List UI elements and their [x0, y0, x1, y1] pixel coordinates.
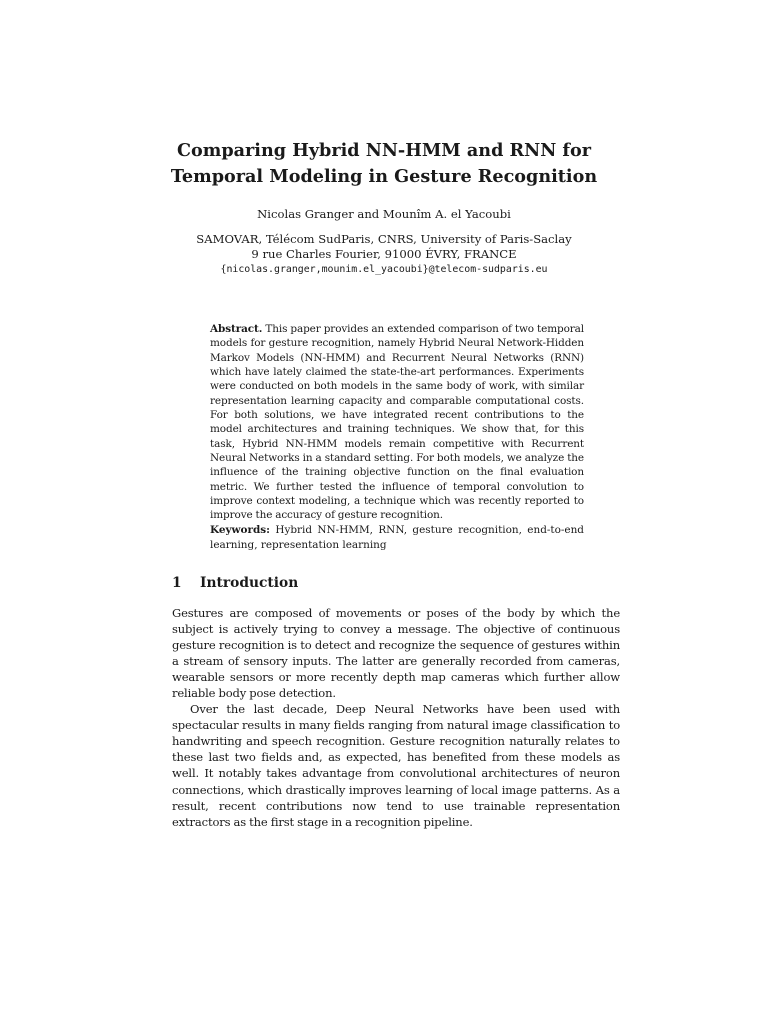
keywords-text: Hybrid NN-HMM, RNN, gesture recognition, end-to-end learning, representation learning — [210, 524, 584, 551]
affiliation-institution: SAMOVAR, Télécom SudParis, CNRS, University of Paris-Saclay — [196, 232, 572, 246]
paragraph: Over the last decade, Deep Neural Networks have been used with spectacular results in many fields ranging from natural image classification to handwriting and speech recognition. Gesture recognition naturally relates to these last two fields and, as expected, has benefited from these models as well. It notably takes advantage from convolutional architectures of neuron connections, which drastically improves learning of local image patterns. As a result, recent contributions now tend to use trainable representation extractors as the first stage in a recognition pipeline. — [172, 702, 620, 829]
paper-title — [150, 138, 618, 190]
abstract-text: This paper provides an extended comparison of two temporal models for gesture recognition, namely Hybrid Neural Network-Hidden Markov Models (NN-HMM) and Recurrent Neural Networks (RNN) which have lately claimed the state-the-art performances. Experiments were conducted on both models in the same body of work, with similar representation learning capacity and comparable computational costs. For both solutions, we have integrated recent contributions to the model architectures and training techniques. We show that, for this task, Hybrid NN-HMM models remain competitive with Recurrent Neural Networks in a standard setting. For both models, we analyze the influence of the training objective function on the final evaluation metric. We further tested the influence of temporal convolution to improve context modeling, a technique which was recently reported to improve the accuracy of gesture recognition. — [210, 323, 585, 522]
keywords — [210, 523, 584, 553]
section-number: 1 — [172, 575, 182, 591]
keywords-label: Keywords: — [210, 524, 271, 536]
section-body — [172, 605, 620, 830]
abstract — [210, 322, 584, 523]
abstract-label: Abstract. — [210, 323, 263, 335]
affiliation-email: {nicolas.granger,mounim.el_yacoubi}@telecom-sudparis.eu — [220, 264, 548, 275]
section-title: Introduction — [200, 575, 299, 591]
title-line-1: Comparing Hybrid NN-HMM and RNN for — [176, 140, 592, 161]
affiliation — [150, 232, 618, 277]
section-heading — [172, 573, 612, 593]
authors: Nicolas Granger and Mounîm A. el Yacoubi — [257, 207, 511, 221]
affiliation-address: 9 rue Charles Fourier, 91000 ÉVRY, FRANCE — [251, 247, 517, 261]
title-line-2: Temporal Modeling in Gesture Recognition — [170, 166, 598, 187]
paragraph: Gestures are composed of movements or poses of the body by which the subject is actively trying to convey a message. The objective of continuous gesture recognition is to detect and recognize the sequence of gestures within a stream of sensory inputs. The latter are generally recorded from cameras, wearable sensors or more recently depth map cameras which further allow reliable body pose detection. — [172, 606, 620, 701]
